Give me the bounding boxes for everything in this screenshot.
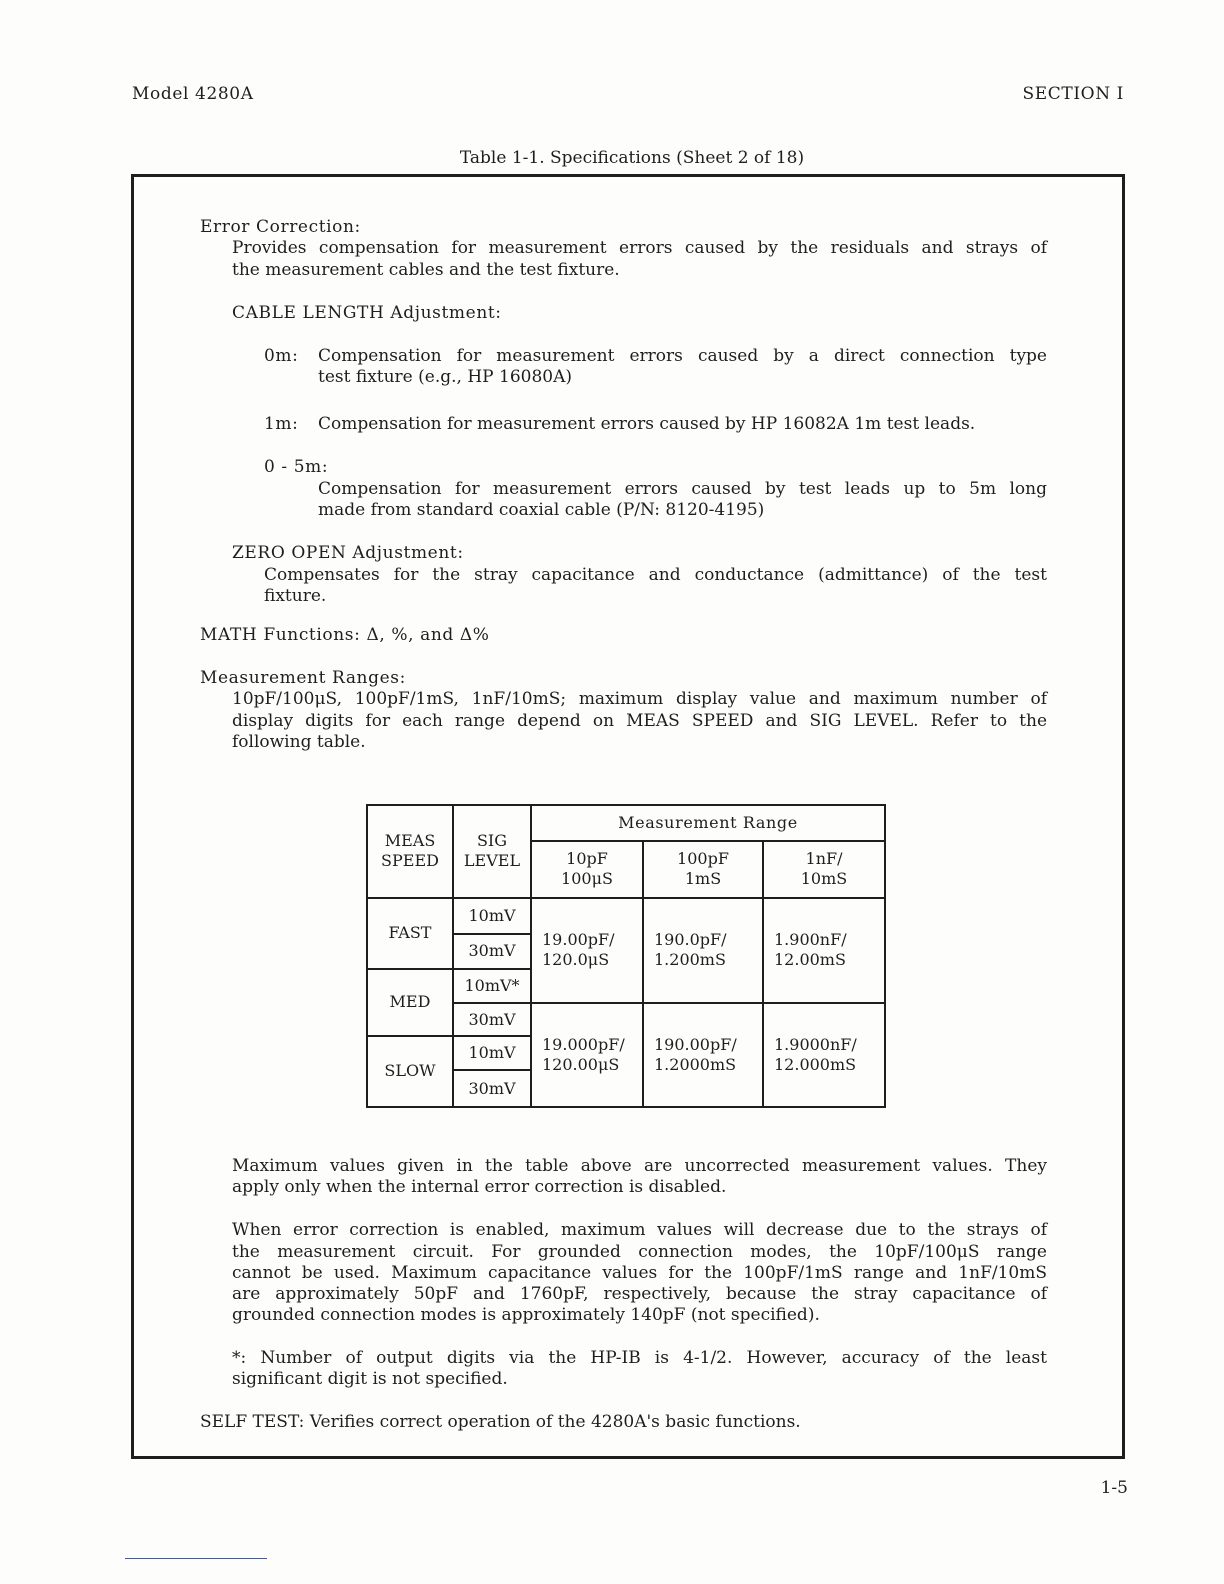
cable-0-5m-line1: Compensation for measurement errors caused by test leads up to 5m long xyxy=(318,479,1047,499)
note3-line2: significant digit is not specified. xyxy=(232,1369,508,1389)
cable-0m-line2: test fixture (e.g., HP 16080A) xyxy=(318,367,572,387)
sig-level-header: SIG LEVEL xyxy=(453,805,531,898)
value-cell: 190.0pF/ 1.200mS xyxy=(643,898,763,1004)
range-col-10pf: 10pF 100μS xyxy=(531,841,643,898)
level-cell: 30mV xyxy=(453,1070,531,1107)
cable-1m-line1: Compensation for measurement errors caused by HP 16082A 1m test leads. xyxy=(318,414,976,434)
speed-fast: FAST xyxy=(367,898,453,969)
range-col-1nf: 1nF/ 10mS xyxy=(763,841,885,898)
footer-rule xyxy=(125,1558,267,1559)
ranges-line1: 10pF/100μS, 100pF/1mS, 1nF/10mS; maximum display value and maximum number of xyxy=(232,689,1047,709)
speed-med: MED xyxy=(367,969,453,1036)
level-cell: 10mV* xyxy=(453,969,531,1004)
error-correction-line1: Provides compensation for measurement errors caused by the residuals and strays of xyxy=(232,238,1047,258)
note1-line2: apply only when the internal error correction is disabled. xyxy=(232,1177,727,1197)
level-cell: 10mV xyxy=(453,1036,531,1071)
cable-0m-term: 0m: xyxy=(264,346,299,366)
note2-line3: cannot be used. Maximum capacitance values for the 100pF/1mS range and 1nF/10mS xyxy=(232,1263,1047,1283)
speed-slow: SLOW xyxy=(367,1036,453,1107)
meas-speed-header: MEAS SPEED xyxy=(367,805,453,898)
value-cell: 19.00pF/ 120.0μS xyxy=(531,898,643,1004)
note2-line1: When error correction is enabled, maximum values will decrease due to the strays of xyxy=(232,1220,1047,1240)
value-cell: 19.000pF/ 120.00μS xyxy=(531,1003,643,1107)
value-cell: 1.900nF/ 12.00mS xyxy=(763,898,885,1004)
cable-0-5m-term: 0 - 5m: xyxy=(264,457,329,477)
note2-line4: are approximately 50pF and 1760pF, respectively, because the stray capacitance of xyxy=(232,1284,1047,1304)
note2-line5: grounded connection modes is approximately 140pF (not specified). xyxy=(232,1305,820,1325)
page-number: 1-5 xyxy=(1100,1478,1128,1498)
self-test: SELF TEST: Verifies correct operation of the 4280A's basic functions. xyxy=(200,1412,801,1432)
error-correction-line2: the measurement cables and the test fixture. xyxy=(232,260,620,280)
ranges-line3: following table. xyxy=(232,732,366,752)
level-cell: 10mV xyxy=(453,898,531,935)
cable-0-5m-line2: made from standard coaxial cable (P/N: 8120-4195) xyxy=(318,500,765,520)
measurement-range-header: Measurement Range xyxy=(531,805,885,841)
value-cell: 1.9000nF/ 12.000mS xyxy=(763,1003,885,1107)
range-col-100pf: 100pF 1mS xyxy=(643,841,763,898)
note3-line1: *: Number of output digits via the HP-IB is 4-1/2. However, accuracy of the least xyxy=(232,1348,1047,1368)
level-cell: 30mV xyxy=(453,934,531,969)
cable-0m-line1: Compensation for measurement errors caused by a direct connection type xyxy=(318,346,1047,366)
cable-1m-term: 1m: xyxy=(264,414,299,434)
ranges-line2: display digits for each range depend on MEAS SPEED and SIG LEVEL. Refer to the xyxy=(232,711,1047,731)
level-cell: 30mV xyxy=(453,1003,531,1036)
error-correction-heading: Error Correction: xyxy=(200,217,361,237)
header-section: SECTION I xyxy=(1022,84,1124,104)
note2-line2: the measurement circuit. For grounded connection modes, the 10pF/100μS range xyxy=(232,1242,1047,1262)
note1-line1: Maximum values given in the table above are uncorrected measurement values. They xyxy=(232,1156,1047,1176)
table-caption: Table 1-1. Specifications (Sheet 2 of 18) xyxy=(459,148,805,168)
measurement-range-table xyxy=(366,804,886,1108)
ranges-heading: Measurement Ranges: xyxy=(200,668,406,688)
math-functions: MATH Functions: Δ, %, and Δ% xyxy=(200,625,490,645)
cable-length-heading: CABLE LENGTH Adjustment: xyxy=(232,303,502,323)
value-cell: 190.00pF/ 1.2000mS xyxy=(643,1003,763,1107)
zero-open-line1: Compensates for the stray capacitance and conductance (admittance) of the test xyxy=(264,565,1047,585)
zero-open-heading: ZERO OPEN Adjustment: xyxy=(232,543,464,563)
header-model: Model 4280A xyxy=(132,84,254,104)
zero-open-line2: fixture. xyxy=(264,586,327,606)
